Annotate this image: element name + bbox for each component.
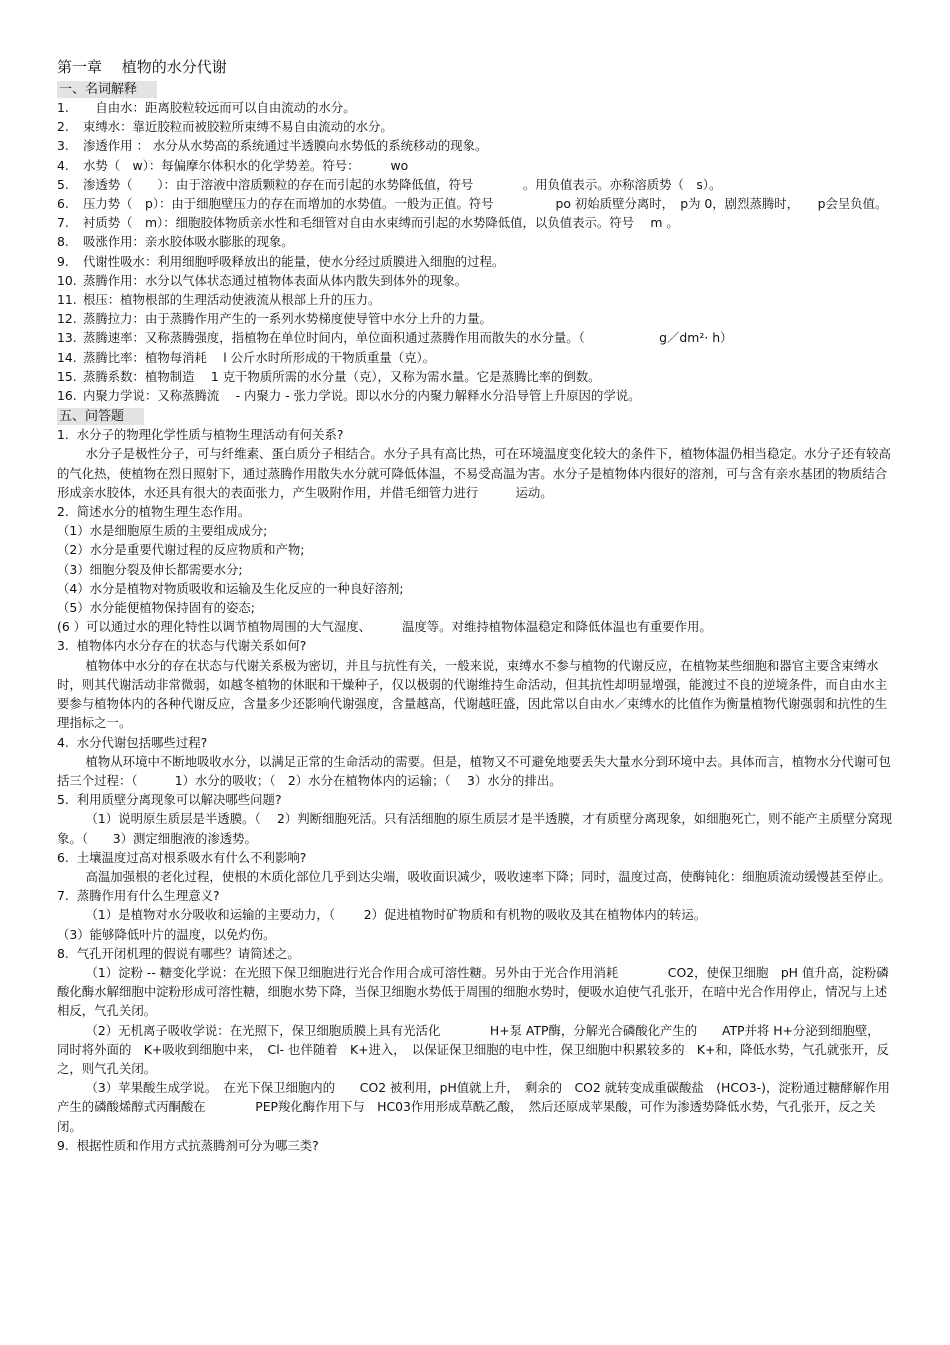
item-number: 7. <box>57 215 69 231</box>
answer-paragraph: 植物从环境中不断地吸收水分，以满足正常的生命活动的需要。但是，植物又不可避免地要丢失大量水分到环境中去。具体而言，植物水分代谢可包括三个过程：（ 1）水分的吸收；（ 2）水分在植物体内的运输；（ 3）水分的排出。 <box>57 753 891 788</box>
qa-list <box>57 425 893 1155</box>
item-text: 吸涨作用：亲水胶体吸水膨胀的现象。 <box>83 234 294 250</box>
section-heading-qa: 五、问答题 <box>57 408 144 425</box>
item-text: 蒸腾比率：植物每消耗 l 公斤水时所形成的干物质重量（克）。 <box>83 349 436 365</box>
question-line: 5. 利用质壁分离现象可以解决哪些问题? <box>57 792 282 808</box>
answer-paragraph: （2）无机离子吸收学说：在光照下，保卫细胞质膜上具有光活化 H+泵 ATP酶，分解光合磷酸化产生的 ATP并将 H+分泌到细胞壁， 同时将外面的 K+吸收到细胞中来， Cl- 也伴随着 K+进入， 以保证保卫细胞的电中性，保卫细胞中积累较多的 K+和，降低水势，气孔就张开，反之，则气孔关闭。 <box>57 1022 889 1076</box>
item-text: 蒸腾速率：又称蒸腾强度，指植物在单位时间内，单位面积通过蒸腾作用而散失的水分量。（ g／dm²· h） <box>83 330 733 346</box>
item-number: 8. <box>57 234 69 250</box>
item-number: 10. <box>57 272 77 288</box>
question-line: （5）水分能便植物保持固有的姿态; <box>57 600 255 616</box>
item-text: 渗透作用 ： 水分从水势高的系统通过半透膜向水势低的系统移动的现象。 <box>83 138 488 154</box>
question-line: 3. 植物体内水分存在的状态与代谢关系如何? <box>57 638 307 654</box>
definition-item <box>57 367 893 386</box>
question-line: 2. 简述水分的植物生理生态作用。 <box>57 504 251 520</box>
item-number: 11. <box>57 292 77 308</box>
answer-paragraph: （1）是植物对水分吸收和运输的主要动力，（ 2）促进植物时矿物质和有机物的吸收及其在植物体内的转运。 <box>85 907 707 923</box>
definition-item <box>57 117 893 136</box>
definition-item <box>57 98 893 117</box>
question-line: (6 ）可以通过水的理化特性以调节植物周围的大气湿度、 温度等。对维持植物体温稳定和降低体温也有重要作用。 <box>57 619 712 635</box>
item-text: 代谢性吸水：利用细胞呼吸释放出的能量，使水分经过质膜进入细胞的过程。 <box>83 253 505 269</box>
item-text: 内聚力学说：又称蒸腾流 - 内聚力 - 张力学说。即以水分的内聚力解释水分沿导管上升原因的学说。 <box>83 388 641 404</box>
item-text: 蒸腾系数：植物制造 1 克干物质所需的水分量（克），又称为需水量。它是蒸腾比率的倒数。 <box>83 368 601 384</box>
item-number: 1. <box>57 100 69 115</box>
item-number: 9. <box>57 253 69 269</box>
item-number: 13. <box>57 330 77 346</box>
definition-item <box>57 156 893 175</box>
question-line: 1. 水分子的物理化学性质与植物生理活动有何关系? <box>57 427 344 443</box>
definitions-list <box>57 98 893 405</box>
definition-item <box>57 232 893 251</box>
definition-item <box>57 290 893 309</box>
definition-item <box>57 136 893 155</box>
definition-item <box>57 194 893 213</box>
section-heading-definitions: 一、名词解释 <box>57 81 157 98</box>
question-line: 4. 水分代谢包括哪些过程? <box>57 734 208 750</box>
item-text: 蒸腾拉力：由于蒸腾作用产生的一系列水势梯度使导管中水分上升的力量。 <box>83 311 492 327</box>
item-number: 12. <box>57 311 77 327</box>
item-text: 自由水：距离胶粒较远而可以自由流动的水分。 <box>83 100 356 115</box>
question-line: （3）能够降低叶片的温度，以免灼伤。 <box>57 926 276 942</box>
definition-item <box>57 328 893 347</box>
item-number: 16. <box>57 388 77 404</box>
answer-paragraph: （1）淀粉 -- 糖变化学说：在光照下保卫细胞进行光合作用合成可溶性糖。另外由于光合作用消耗 CO2，使保卫细胞 pH 值升高，淀粉磷酸化酶水解细胞中淀粉形成可溶性糖，细胞水势下降，当保卫细胞水势低于周围的细胞水势时，便吸水迫使气孔张开，在暗中光合作用停止，情况与上述相反，气孔关闭。 <box>57 964 889 1019</box>
item-text: 水势（ w）：每偏摩尔体积水的化学势差。符号： wo <box>83 157 409 173</box>
question-line: 7. 蒸腾作用有什么生理意义? <box>57 888 220 904</box>
question-line: （3）细胞分裂及伸长都需要水分; <box>57 561 243 577</box>
item-number: 6. <box>57 196 69 212</box>
item-text: 根压：植物根部的生理活动使液流从根部上升的压力。 <box>83 292 381 308</box>
answer-paragraph: 水分子是极性分子，可与纤维素、蛋白质分子相结合。水分子具有高比热，可在环境温度变化较大的条件下，植物体温仍相当稳定。水分子还有较高的气化热，使植物在烈日照射下，通过蒸腾作用散失水分就可降低体温，不易受高温为害。水分子是植物体内很好的溶剂，可与含有亲水基团的物质结合形成亲水胶体，水还具有很大的表面张力，产生吸附作用，并借毛细管力进行 运动。 <box>57 446 891 500</box>
item-text: 蒸腾作用：水分以气体状态通过植物体表面从体内散失到体外的现象。 <box>83 272 468 288</box>
item-number: 3. <box>57 138 69 154</box>
definition-item <box>57 348 893 367</box>
document-page <box>57 57 893 1155</box>
question-line: 6. 土壤温度过高对根系吸水有什么不利影响? <box>57 849 307 865</box>
definition-item <box>57 386 893 405</box>
answer-paragraph: 植物体中水分的存在状态与代谢关系极为密切，并且与抗性有关，一般来说，束缚水不参与植物的代谢反应，在植物某些细胞和器官主要含束缚水时，则其代谢活动非常微弱，如越冬植物的休眠和干燥种子，仅以极弱的代谢维持生命活动，但其抗性却明显增强，能渡过不良的逆境条件，而自由水主要参与植物体内的各种代谢反应，含量多少还影响代谢强度，含量越高，代谢越旺盛，因此常以自由水／束缚水的比值作为衡量植物代谢强弱和抗性的生理指标之一。 <box>57 657 888 731</box>
answer-paragraph: （1）说明原生质层是半透膜。（ 2）判断细胞死活。只有活细胞的原生质层才是半透膜，才有质壁分离现象，如细胞死亡，则不能产主质壁分窝现象。（ 3）测定细胞液的渗透势。 <box>57 811 893 846</box>
definition-item <box>57 271 893 290</box>
item-text: 渗透势（ ）：由于溶液中溶质颗粒的存在而引起的水势降低值，符号 。用负值表示。亦称溶质势（ s）。 <box>83 176 722 192</box>
question-line: （1）水是细胞原生质的主要组成成分; <box>57 523 268 539</box>
item-number: 14. <box>57 349 77 365</box>
item-text: 衬质势（ m）：细胞胶体物质亲水性和毛细管对自由水束缚而引起的水势降低值，以负值表示。符号 m 。 <box>83 215 679 231</box>
item-number: 5. <box>57 176 69 192</box>
definition-item <box>57 309 893 328</box>
item-text: 束缚水：靠近胶粒而被胶粒所束缚不易自由流动的水分。 <box>83 119 393 135</box>
definition-item <box>57 252 893 271</box>
answer-paragraph: 高温加强根的老化过程，使根的木质化部位几乎到达尖端，吸收面识减少，吸收速率下降；同时，温度过高，使酶钝化：细胞质流动缓慢甚至停止。 <box>85 868 891 884</box>
question-line: （4）水分是植物对物质吸收和运输及生化反应的一种良好溶剂; <box>57 580 404 596</box>
definition-item <box>57 175 893 194</box>
answer-paragraph: （3）苹果酸生成学说。 在光下保卫细胞内的 CO2 被利用，pH值就上升， 剩余的 CO2 就转变成重碳酸盐 (HCO3-)，淀粉通过糖酵解作用产生的磷酸烯醇式丙酮酸在 PEP羧化酶作用下与 HC03作用形成草酰乙酸， 然后还原成苹果酸，可作为渗透势降低水势，气孔张开，反之关闭。 <box>57 1080 890 1134</box>
item-text: 压力势（ p）：由于细胞壁压力的存在而增加的水势值。一般为正值。符号 po 初始质壁分离时， p为 0，剧烈蒸腾时， p会呈负值。 <box>83 196 888 212</box>
question-line: 8. 气孔开闭机理的假说有哪些？请简述之。 <box>57 945 300 961</box>
definition-item <box>57 213 893 232</box>
chapter-title: 第一章 植物的水分代谢 <box>57 58 227 76</box>
item-number: 2. <box>57 119 69 135</box>
question-line: （2）水分是重要代谢过程的反应物质和产物; <box>57 542 305 558</box>
question-line: 9. 根据性质和作用方式抗蒸腾剂可分为哪三类? <box>57 1137 319 1153</box>
item-number: 15. <box>57 368 77 384</box>
item-number: 4. <box>57 157 69 173</box>
